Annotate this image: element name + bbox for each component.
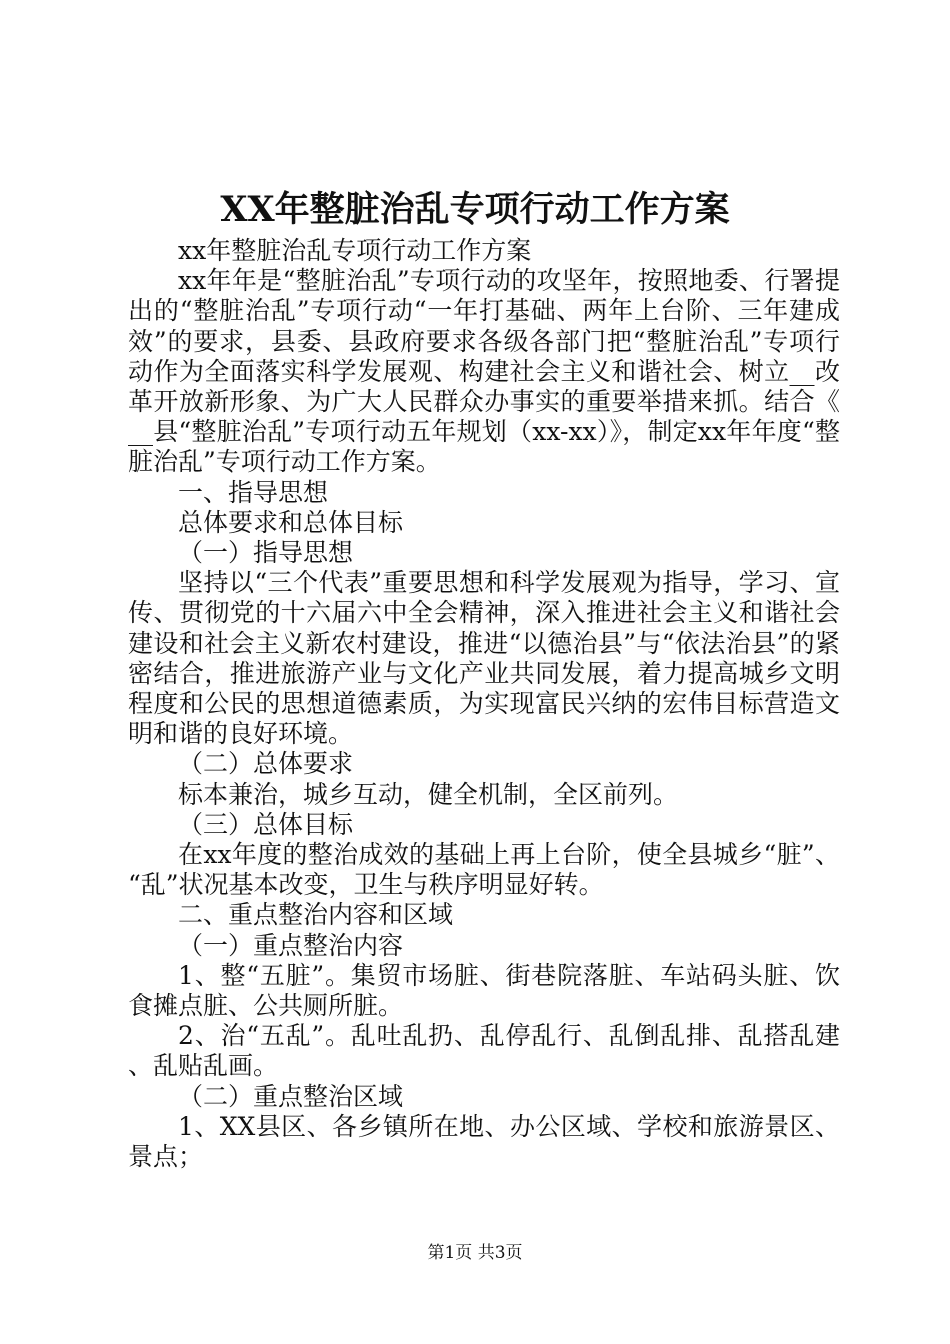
document-title: XX年整脏治乱专项行动工作方案 <box>220 189 730 230</box>
list-item-five-chaos: 2、治“五乱”。乱吐乱扔、乱停乱行、乱倒乱排、乱搭乱建、乱贴乱画。 <box>128 1021 840 1081</box>
paragraph-overall-goals: 在xx年度的整治成效的基础上再上台阶，使全县城乡“脏”、“乱”状况基本改变，卫生与秩序明显好转。 <box>128 840 840 900</box>
paragraph-overall-requirements: 标本兼治，城乡互动，健全机制，全区前列。 <box>178 779 679 809</box>
paragraph-subtitle: xx年整脏治乱专项行动工作方案 <box>178 236 532 265</box>
subsection-heading-guiding-ideology: （一）指导思想 <box>178 538 354 568</box>
page-number: 第1页 共3页 <box>427 1243 523 1263</box>
section-heading-guiding-ideology: 一、指导思想 <box>178 477 329 507</box>
subsection-heading-overall-requirements: （二）总体要求 <box>178 749 354 779</box>
paragraph-guiding-ideology: 坚持以“三个代表”重要思想和科学发展观为指导，学习、宣传、贯彻党的十六届六中全会精神，深入推进社会主义和谐社会建设和社会主义新农村建设，推进“以德治县”与“依法治县”的紧密结合，推进旅游产业与文化产业共同发展，着力提高城乡文明程度和公民的思想道德素质，为实现富民兴纳的宏伟目标营造文明和谐的良好环境。 <box>128 568 840 749</box>
subsection-heading-key-content: （一）重点整治内容 <box>178 930 404 960</box>
paragraph-overall-requirements-goals: 总体要求和总体目标 <box>178 507 404 537</box>
section-heading-key-content-areas: 二、重点整治内容和区域 <box>178 900 454 930</box>
paragraph-intro: xx年年是“整脏治乱”专项行动的攻坚年，按照地委、行署提出的“整脏治乱”专项行动“一年打基础、两年上台阶、三年建成效”的要求，县委、县政府要求各级各部门把“整脏治乱”专项行动作为全面落实科学发展观、构建社会主义和谐社会、树立__改革开放新形象、为广大人民群众办事实的重要举措来抓。结合《__县“整脏治乱”专项行动五年规划（xx-xx）》，制定xx年年度“整脏治乱”专项行动工作方案。 <box>128 266 840 477</box>
subsection-heading-key-areas: （二）重点整治区域 <box>178 1081 404 1111</box>
list-item-five-dirty: 1、整“五脏”。集贸市场脏、街巷院落脏、车站码头脏、饮食摊点脏、公共厕所脏。 <box>128 960 840 1021</box>
list-item-key-areas: 1、XX县区、各乡镇所在地、办公区域、学校和旅游景区、景点； <box>128 1111 840 1172</box>
subsection-heading-overall-goals: （三）总体目标 <box>178 809 354 839</box>
document-body <box>128 236 840 1172</box>
